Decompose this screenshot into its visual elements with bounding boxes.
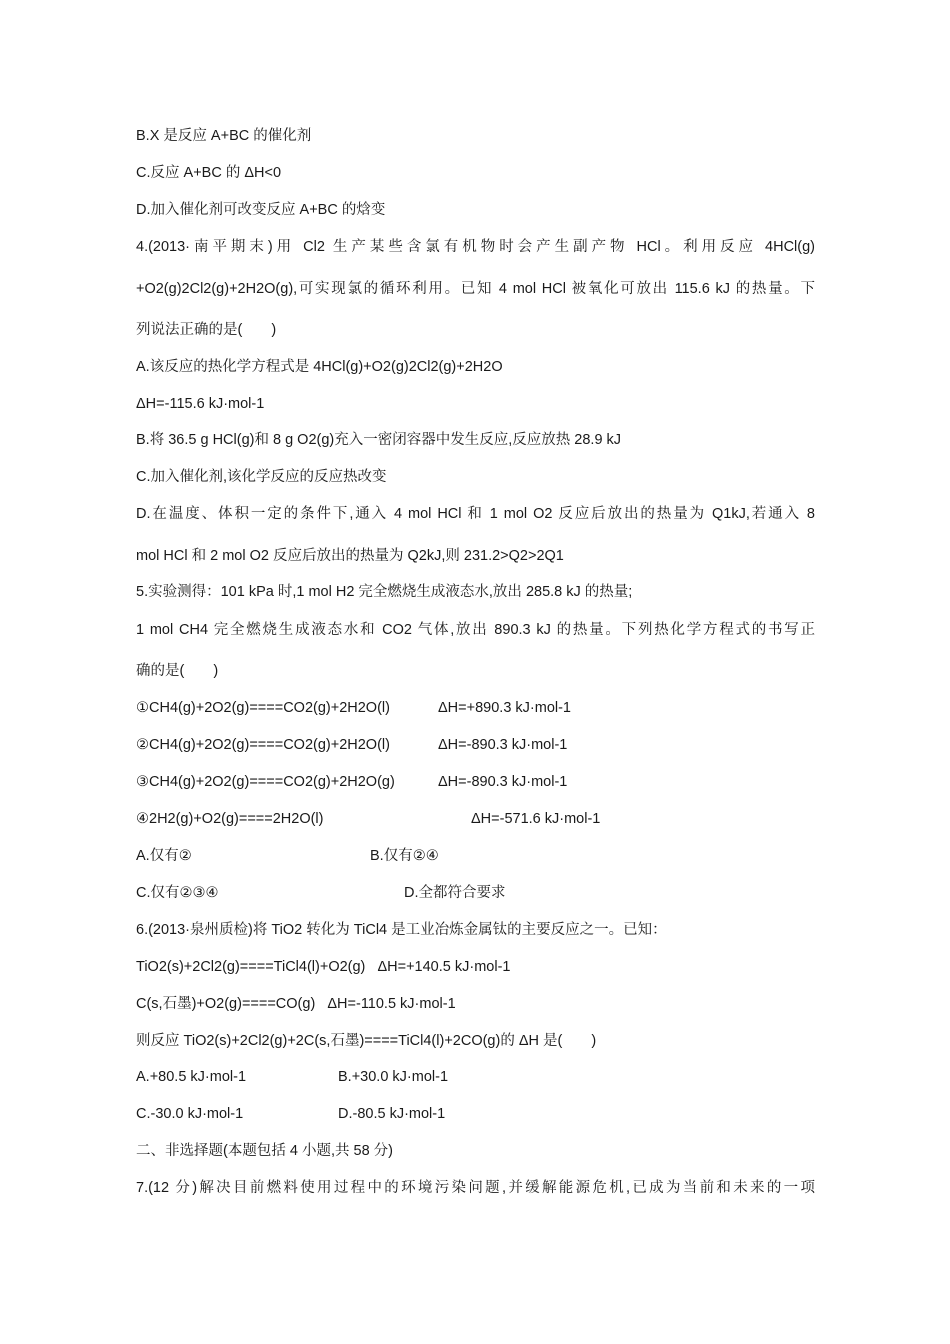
question-4-line-1: 4.(2013·南平期末)用 Cl2 生产某些含氯有机物时会产生副产物 HCl。利用反应 4HCl(g) bbox=[136, 239, 815, 255]
option-b-q4: B.将 36.5 g HCl(g)和 8 g O2(g)充入一密闭容器中发生反应,反应放热 28.9 kJ bbox=[136, 432, 622, 448]
option-c-q5: C.仅有②③④ bbox=[136, 885, 219, 901]
question-5-line-1: 5.实验测得：101 kPa 时,1 mol H2 完全燃烧生成液态水,放出 285.8 kJ 的热量; bbox=[136, 584, 633, 600]
equation-3: ③CH4(g)+2O2(g)====CO2(g)+2H2O(g) bbox=[136, 774, 395, 790]
option-a-q4: A.该反应的热化学方程式是 4HCl(g)+O2(g)2Cl2(g)+2H2O bbox=[136, 359, 503, 375]
question-4-line-3: 列说法正确的是( ) bbox=[136, 322, 277, 338]
question-6-reaction-1: TiO2(s)+2Cl2(g)====TiCl4(l)+O2(g) ΔH=+140.5 kJ·mol-1 bbox=[136, 959, 511, 975]
equation-1: ①CH4(g)+2O2(g)====CO2(g)+2H2O(l) bbox=[136, 700, 390, 716]
question-6-line-1: 6.(2013·泉州质检)将 TiO2 转化为 TiCl4 是工业冶炼金属钛的主要反应之一。已知： bbox=[136, 922, 667, 938]
option-a-q4-enthalpy: ΔH=-115.6 kJ·mol-1 bbox=[136, 396, 265, 412]
option-c-q3: C.反应 A+BC 的 ΔH<0 bbox=[136, 165, 282, 181]
equation-3-enthalpy: ΔH=-890.3 kJ·mol-1 bbox=[438, 774, 568, 790]
equation-1-enthalpy: ΔH=+890.3 kJ·mol-1 bbox=[438, 700, 571, 716]
option-b-q3: B.X 是反应 A+BC 的催化剂 bbox=[136, 128, 312, 144]
section-heading: 二、非选择题(本题包括 4 小题,共 58 分) bbox=[136, 1143, 393, 1159]
question-7-line-1: 7.(12 分)解决目前燃料使用过程中的环境污染问题,并缓解能源危机,已成为当前和未来的一项 bbox=[136, 1180, 815, 1196]
option-a-q6: A.+80.5 kJ·mol-1 bbox=[136, 1069, 247, 1085]
equation-4: ④2H2(g)+O2(g)====2H2O(l) bbox=[136, 811, 324, 827]
option-c-q4: C.加入催化剂,该化学反应的反应热改变 bbox=[136, 469, 387, 485]
question-6-question: 则反应 TiO2(s)+2Cl2(g)+2C(s,石墨)====TiCl4(l)+2CO(g)的 ΔH 是( ) bbox=[136, 1033, 597, 1049]
equation-4-enthalpy: ΔH=-571.6 kJ·mol-1 bbox=[471, 811, 601, 827]
option-d-q4-line-1: D.在温度、体积一定的条件下,通入 4 mol HCl 和 1 mol O2 反应后放出的热量为 Q1kJ,若通入 8 bbox=[136, 506, 815, 522]
option-d-q4-line-2: mol HCl 和 2 mol O2 反应后放出的热量为 Q2kJ,则 231.2>Q2>2Q1 bbox=[136, 548, 564, 564]
option-c-q6: C.-30.0 kJ·mol-1 bbox=[136, 1106, 244, 1122]
option-d-q3: D.加入催化剂可改变反应 A+BC 的焓变 bbox=[136, 202, 386, 218]
option-d-q6: D.-80.5 kJ·mol-1 bbox=[338, 1106, 446, 1122]
equation-2: ②CH4(g)+2O2(g)====CO2(g)+2H2O(l) bbox=[136, 737, 390, 753]
option-d-q5: D.全都符合要求 bbox=[404, 885, 506, 901]
equation-2-enthalpy: ΔH=-890.3 kJ·mol-1 bbox=[438, 737, 568, 753]
question-5-line-3: 确的是( ) bbox=[136, 663, 219, 679]
question-5-line-2: 1 mol CH4 完全燃烧生成液态水和 CO2 气体,放出 890.3 kJ 的热量。下列热化学方程式的书写正 bbox=[136, 622, 815, 638]
option-b-q6: B.+30.0 kJ·mol-1 bbox=[338, 1069, 449, 1085]
question-4-line-2: +O2(g)2Cl2(g)+2H2O(g),可实现氯的循环利用。已知 4 mol HCl 被氧化可放出 115.6 kJ 的热量。下 bbox=[136, 281, 815, 297]
question-6-reaction-2: C(s,石墨)+O2(g)====CO(g) ΔH=-110.5 kJ·mol-1 bbox=[136, 996, 456, 1012]
option-a-q5: A.仅有② bbox=[136, 848, 192, 864]
option-b-q5: B.仅有②④ bbox=[370, 848, 439, 864]
